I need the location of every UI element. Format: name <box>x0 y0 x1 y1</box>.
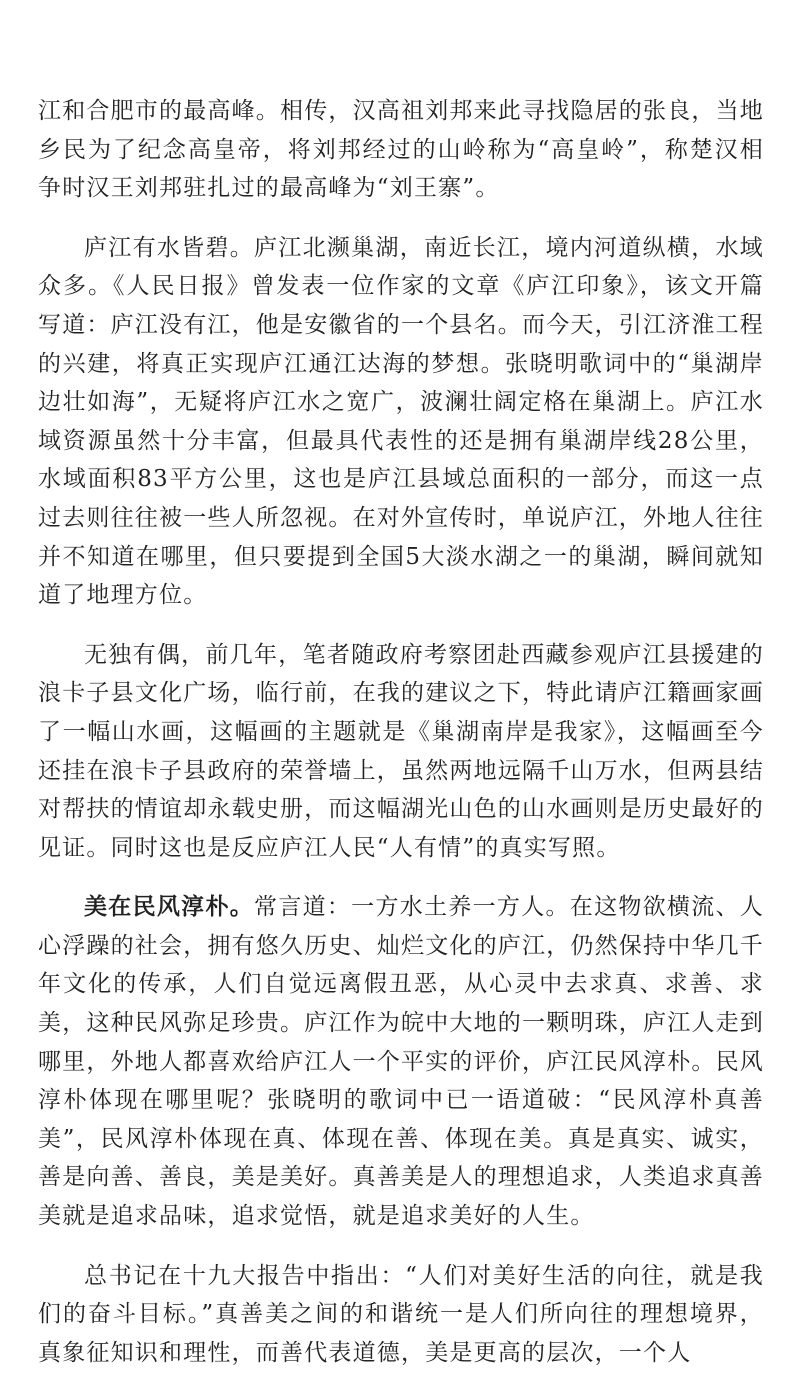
paragraph-3 <box>38 636 764 868</box>
paragraph-4-lead: 美在民风淳朴。 <box>84 893 255 921</box>
paragraph-1-text: 江和合肥市的最高峰。相传，汉高祖刘邦来此寻找隐居的张良，当地乡民为了纪念高皇帝，将刘邦经过的山岭称为“高皇岭”，称楚汉相争时汉王刘邦驻扎过的最高峰为“刘王寨”。 <box>38 98 764 202</box>
paragraph-4 <box>38 888 764 1235</box>
document-page <box>38 92 764 1393</box>
paragraph-2 <box>38 229 764 615</box>
paragraph-2-text: 庐江有水皆碧。庐江北濒巢湖，南近长江，境内河道纵横，水域众多。《人民日报》曾发表一位作家的文章《庐江印象》，该文开篇写道：庐江没有江，他是安徽省的一个县名。而今天，引江济淮工程的兴建，将真正实现庐江通江达海的梦想。张晓明歌词中的“巢湖岸边壮如海”，无疑将庐江水之宽广，波澜壮阔定格在巢湖上。庐江水域资源虽然十分丰富，但最具代表性的还是拥有巢湖岸线28公里，水域面积83平方公里，这也是庐江县域总面积的一部分，而这一点过去则往往被一些人所忽视。在对外宣传时，单说庐江，外地人往往并不知道在哪里，但只要提到全国5大淡水湖之一的巢湖，瞬间就知道了地理方位。 <box>38 234 764 609</box>
paragraph-3-text: 无独有偶，前几年，笔者随政府考察团赴西藏参观庐江县援建的浪卡子县文化广场，临行前，在我的建议之下，特此请庐江籍画家画了一幅山水画，这幅画的主题就是《巢湖南岸是我家》，这幅画至今还挂在浪卡子县政府的荣誉墙上，虽然两地远隔千山万水，但两县结对帮扶的情谊却永载史册，而这幅湖光山色的山水画则是历史最好的见证。同时这也是反应庐江人民“人有情”的真实写照。 <box>38 641 764 861</box>
paragraph-4-text: 常言道：一方水土养一方人。在这物欲横流、人心浮躁的社会，拥有悠久历史、灿烂文化的庐江，仍然保持中华几千年文化的传承，人们自觉远离假丑恶，从心灵中去求真、求善、求美，这种民风弥足珍贵。庐江作为皖中大地的一颗明珠，庐江人走到哪里，外地人都喜欢给庐江人一个平实的评价，庐江民风淳朴。民风淳朴体现在哪里呢？张晓明的歌词中已一语道破：“民风淳朴真善美”，民风淳朴体现在真、体现在善、体现在美。真是真实、诚实，善是向善、善良，美是美好。真善美是人的理想追求，人类追求真善美就是追求品味，追求觉悟，就是追求美好的人生。 <box>38 894 765 1230</box>
paragraph-5 <box>38 1257 764 1373</box>
paragraph-1 <box>38 92 764 208</box>
paragraph-5-text: 总书记在十九大报告中指出：“人们对美好生活的向往，就是我们的奋斗目标。”真善美之间的和谐统一是人们所向往的理想境界，真象征知识和理性，而善代表道德，美是更高的层次，一个人 <box>38 1262 764 1366</box>
